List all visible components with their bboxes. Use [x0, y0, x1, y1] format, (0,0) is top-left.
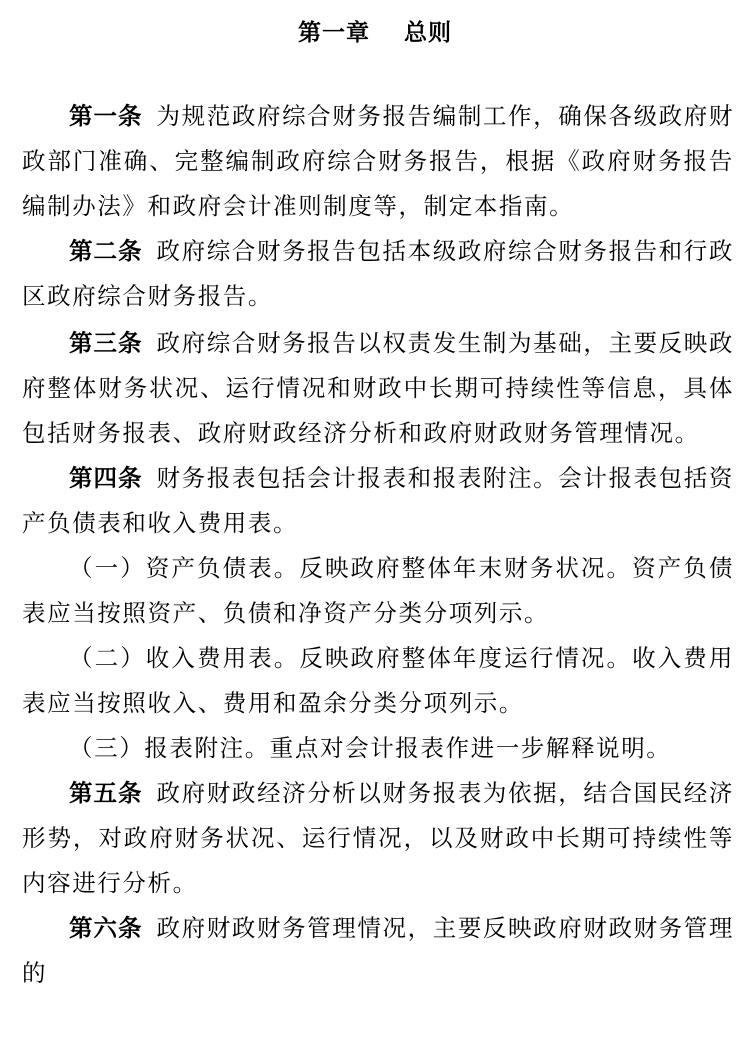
article-label: 第四条 [69, 464, 143, 492]
list-item-text: （三）报表附注。重点对会计报表作进一步解释说明。 [69, 734, 672, 762]
chapter-title [0, 18, 750, 48]
article-label: 第一条 [69, 102, 143, 130]
article-text: 政府综合财务报告包括本级政府综合财务报告和行政区政府综合财务报告。 [22, 237, 734, 310]
article-2 [22, 229, 734, 319]
article-label: 第二条 [69, 237, 143, 265]
list-item-2 [22, 636, 734, 726]
chapter-name: 总则 [404, 20, 452, 46]
article-5 [22, 771, 734, 906]
article-3 [22, 321, 734, 456]
article-label: 第六条 [69, 914, 143, 942]
article-4 [22, 456, 734, 546]
list-item-1 [22, 546, 734, 636]
article-1 [22, 94, 734, 229]
article-text: 政府综合财务报告以权责发生制为基础，主要反映政府整体财务状况、运行情况和财政中长期可持续性等信息，具体包括财务报表、政府财政经济分析和政府财政财务管理情况。 [22, 329, 734, 447]
chapter-number: 第一章 [298, 20, 370, 46]
list-item-text: （一）资产负债表。反映政府整体年末财务状况。资产负债表应当按照资产、负债和净资产分类分项列示。 [22, 554, 734, 627]
list-item-3 [22, 726, 734, 771]
document-body [22, 94, 734, 996]
article-label: 第三条 [69, 329, 143, 357]
article-text: 政府财政经济分析以财务报表为依据，结合国民经济形势，对政府财务状况、运行情况，以及财政中长期可持续性等内容进行分析。 [22, 779, 734, 897]
article-label: 第五条 [69, 779, 143, 807]
list-item-text: （二）收入费用表。反映政府整体年度运行情况。收入费用表应当按照收入、费用和盈余分类分项列示。 [22, 644, 734, 717]
article-6 [22, 906, 734, 996]
article-text: 政府财政财务管理情况，主要反映政府财政财务管理的 [22, 914, 734, 987]
article-text: 为规范政府综合财务报告编制工作，确保各级政府财政部门准确、完整编制政府综合财务报告，根据《政府财务报告编制办法》和政府会计准则制度等，制定本指南。 [22, 102, 734, 220]
article-text: 财务报表包括会计报表和报表附注。会计报表包括资产负债表和收入费用表。 [22, 464, 734, 537]
